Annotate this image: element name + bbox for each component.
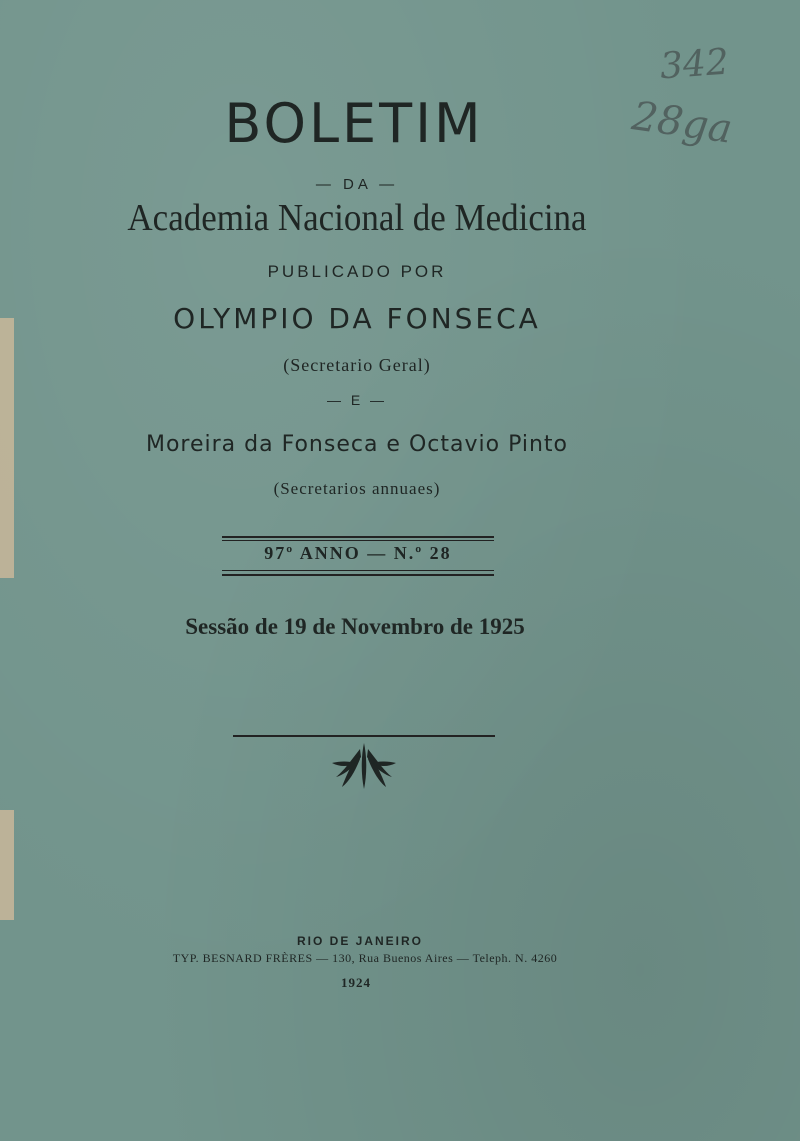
conjunction-label: — E —: [326, 392, 388, 408]
torn-edge-bottom: [0, 810, 14, 920]
da-label: — DA —: [315, 176, 399, 193]
institution-name: Academia Nacional de Medicina: [127, 197, 587, 239]
issue-rule-top: [222, 536, 494, 538]
handwritten-note-1: 342: [658, 41, 731, 88]
fleuron-ornament-icon: [330, 737, 398, 793]
cover-title: BOLETIM: [224, 92, 484, 155]
other-editors-role: (Secretarios annuaes): [273, 479, 441, 498]
issue-number: 97º ANNO — N.º 28: [264, 543, 452, 563]
issue-rule-top-2: [222, 540, 494, 541]
main-editor-role: (Secretario Geral): [283, 355, 431, 375]
issue-rule-bottom-2: [222, 574, 494, 576]
published-by-label: PUBLICADO POR: [267, 262, 447, 281]
handwritten-note-2: 28ga: [629, 93, 736, 153]
issue-rule-bottom: [222, 570, 494, 571]
other-editors: Moreira da Fonseca e Octavio Pinto: [145, 432, 568, 457]
imprint-city: RIO DE JANEIRO: [296, 934, 423, 948]
main-editor: OLYMPIO DA FONSECA: [173, 302, 541, 335]
imprint-year: 1924: [341, 975, 371, 990]
imprint-printer: TYP. BESNARD FRÈRES — 130, Rua Buenos Aires — Teleph. N. 4260: [172, 951, 558, 965]
session-date: Sessão de 19 de Novembro de 1925: [185, 614, 525, 639]
